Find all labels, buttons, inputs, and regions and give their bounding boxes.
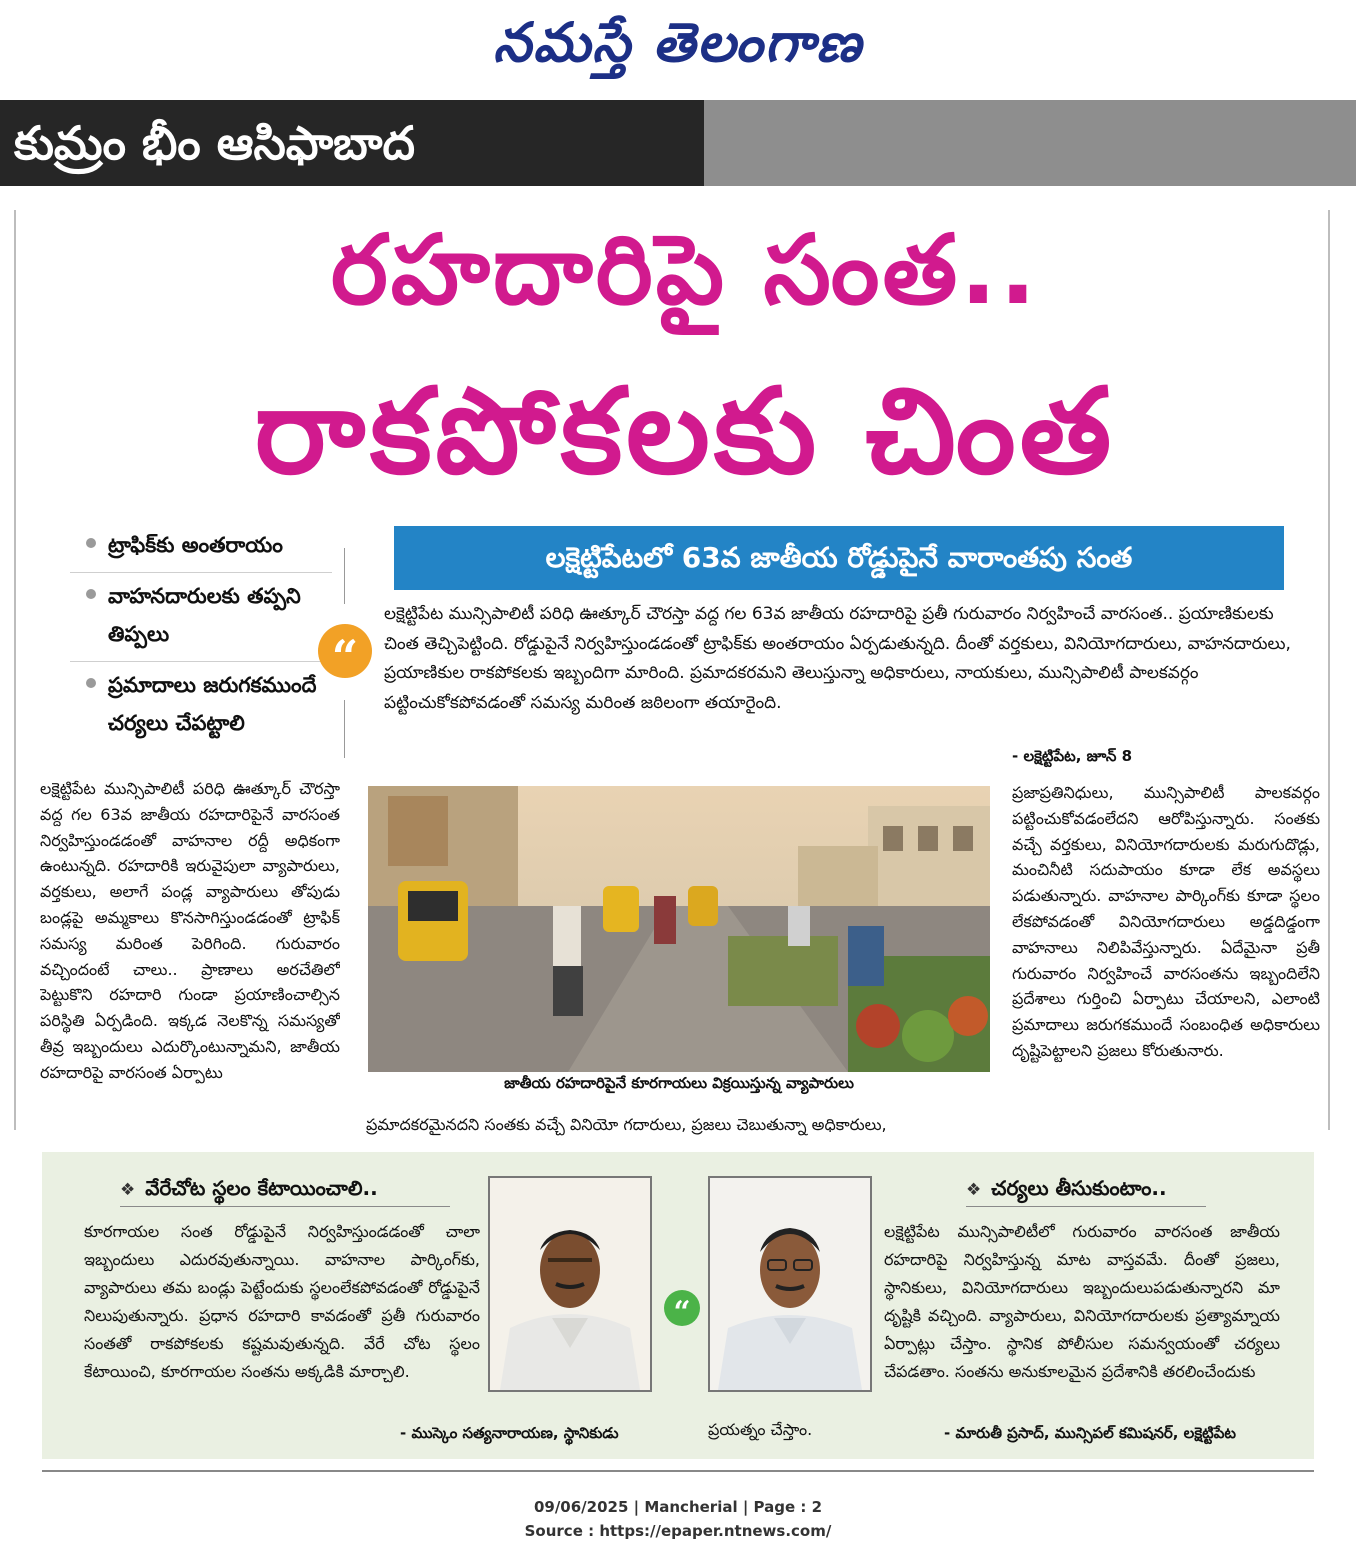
left-column-rule [14,210,16,1130]
key-points-list [70,522,332,750]
key-point-text: ప్రమాదాలు జరుగకముందే చర్యలు చేపట్టాలి [108,673,317,735]
bullet-dot-icon [86,589,96,599]
article-body-continued: ప్రమాదకరమైనదని సంతకు వచ్చే వినియో గదారులు, ప్రజలు చెబుతున్నా అధికారులు, [366,1115,887,1134]
headline-line-2: రాకపోకలకు చింత [254,362,1116,500]
key-point-text: ట్రాఫిక్‌కు అంతరాయం [108,533,283,557]
bullet-dot-icon [86,678,96,688]
quote-right-title-rule [966,1206,1206,1207]
quote-connector-bottom [344,700,345,758]
quote-right-text: లక్షెట్టిపేట మున్సిపాలిటీలో గురువారం వారసంత జాతీయ రహదారిపై నిర్వహిస్తున్న మాట వాస్తవమే. దీంతో ప్రజలు, స్థానికులు, వినియోగదారులు ఇబ్బందులుపడుతున్నారని మా దృష్టికి వచ్చింది. వ్యాపారులు, వినియోగదారులకు ప్రత్యామ్నాయ ఏర్పాట్లు చేస్తాం. స్థానిక పోలీసుల సమన్వయంతో చర్యలు చేపడతాం. సంతను అనుకూలమైన ప్రదేశానికి తరలించేందుకు [884,1222,1280,1381]
portrait-resident [488,1176,652,1392]
quote-right-attribution: - మారుతీ ప్రసాద్, మున్సిపల్ కమిషనర్, లక్షెట్టిపేట [944,1424,1236,1442]
article-body-left: లక్షెట్టిపేట మున్సిపాలిటీ పరిధి ఊత్కూర్ చౌరస్తా వద్ద గల 63వ జాతీయ రహదారిపైనే వారసంత నిర్వహిస్తుండడంతో వాహనాల రద్దీ అధికంగా ఉంటున్నది. రహదారికి ఇరువైపులా వ్యాపారులు, వర్తకులు, అలాగే పండ్ల వ్యాపారులు తోపుడు బండ్లపై అమ్మకాలు కొనసాగిస్తుండడంతో ట్రాఫిక్ సమస్య మరింత పెరిగింది. గురువారం వచ్చిందంటే చాలు.. ప్రాణాలు అరచేతిలో పెట్టుకొని రహదారి గుండా ప్రయాణించాల్సిన పరిస్థితి ఏర్పడింది. ఇక్కడ నెలకొన్న సమస్యతో తీవ్ర ఇబ్బందులు ఎదుర్కొంటున్నామని, జాతీయ రహదారిపై వారసంత ఏర్పాటు [40,779,340,1082]
subheadline-banner: లక్షెట్టిపేటలో 63వ జాతీయ రోడ్డుపైనే వారాంతపు సంత [394,526,1284,590]
diamond-bullet-icon: ❖ [120,1180,136,1200]
quote-right-title: ❖ చర్యలు తీసుకుంటాం.. [966,1176,1167,1200]
key-point [70,573,332,662]
quote-icon: “ [664,1290,700,1326]
quote-left-attribution: - ముస్కెం సత్యనారాయణ, స్థానికుడు [400,1424,619,1442]
section-banner-grey [704,100,1356,186]
bullet-dot-icon [86,538,96,548]
article-body-right: ప్రజాప్రతినిధులు, మున్సిపాలిటీ పాలకవర్గం పట్టించుకోవడంలేదని ఆరోపిస్తున్నారు. సంతకు వచ్చే వర్తకులు, వినియోగదారులకు మరుగుదొడ్లు, మంచినీటి సదుపాయం కూడా లేక అవస్థలు పడుతున్నారు. వాహనాల పార్కింగ్‌కు కూడా స్థలం లేకపోవడంతో వినియోగదారులు అడ్డదిడ్డంగా వాహనాలు నిలిపివేస్తున్నారు. ఏదేమైనా ప్రతీ గురువారం నిర్వహించే వారసంతను ఇబ్బందిలేని ప్రదేశాలు గుర్తించి ఏర్పాటు చేయాలని, ఎలాంటి ప్రమాదాలు జరుగకముందే సంబంధిత అధికారులు దృష్టిపెట్టాలని ప్రజలు కోరుతునారు. [1012,783,1320,1060]
headline-line-1: రహదారిపై సంత.. [330,214,1040,326]
key-point-text: వాహనదారులకు తప్పని తిప్పలు [108,584,301,646]
quote-left-text: కూరగాయల సంత రోడ్డుపైనే నిర్వహిస్తుండడంతో చాలా ఇబ్బందులు ఎదురవుతున్నాయి. వాహనాల పార్కింగ్‌కు, వ్యాపారులు తమ బండ్లు పెట్టేందుకు స్థలంలేకపోవడంతో రోడ్డుపైనే నిలుపుతున్నారు. ప్రధాన రహదారి కావడంతో ప్రతీ గురువారం సంతతో రాకపోకలకు కష్టమవుతున్నది. వేరే చోట స్థలం కేటాయించి, కూరగాయల సంతను అక్కడికి మార్చాలి. [84,1222,480,1381]
portrait-commissioner [708,1176,872,1392]
key-point [70,522,332,573]
footer-source-line: Source : https://epaper.ntnews.com/ [524,1522,832,1540]
photo-caption: జాతీయ రహదారిపైనే కూరగాయలు విక్రయిస్తున్న వ్యాపారులు [504,1074,854,1092]
dateline: - లక్షెట్టిపేట, జూన్ 8 [1012,747,1133,765]
section-banner-title: కుమ్రం భీం ఆసిఫాబాద [14,116,415,170]
panel-bottom-rule [42,1470,1314,1472]
quote-left-title-rule [120,1206,450,1207]
footer-edition-line: 09/06/2025 | Mancherial | Page : 2 [533,1498,823,1516]
masthead-logo: నమస్తే తెలంగాణ [493,10,863,74]
quote-right-text-continued: ప్రయత్నం చేస్తాం. [708,1420,813,1439]
quote-connector-top [344,548,345,604]
quote-icon: “ [318,624,372,678]
market-street-photo [368,786,990,1072]
right-column-rule [1328,210,1330,1130]
article-intro: లక్షెట్టిపేట మున్సిపాలిటీ పరిధి ఊత్కూర్ చౌరస్తా వద్ద గల 63వ జాతీయ రహదారిపై ప్రతీ గురువారం నిర్వహించే వారసంత.. ప్రయాణికులకు చింత తెచ్చిపెట్టింది. రోడ్డుపైనే నిర్వహిస్తుండడంతో ట్రాఫిక్‌కు అంతరాయం ఏర్పడుతున్నది. దీంతో వర్తకులు, వినియోగదారులు, వాహనదారులు, ప్రయాణికుల రాకపోకలకు ఇబ్బందిగా మారింది. ప్రమాదకరమని తెలుస్తున్నా అధికారులు, నాయకులు, మున్సిపాలిటీ పాలకవర్గం పట్టించుకోకపోవడంతో సమస్య మరింత జఠిలంగా తయారైంది. [384,604,1291,713]
diamond-bullet-icon: ❖ [966,1180,982,1200]
key-point [70,662,332,750]
quote-left-title: ❖ వేరేచోట స్థలం కేటాయించాలి.. [120,1176,378,1200]
